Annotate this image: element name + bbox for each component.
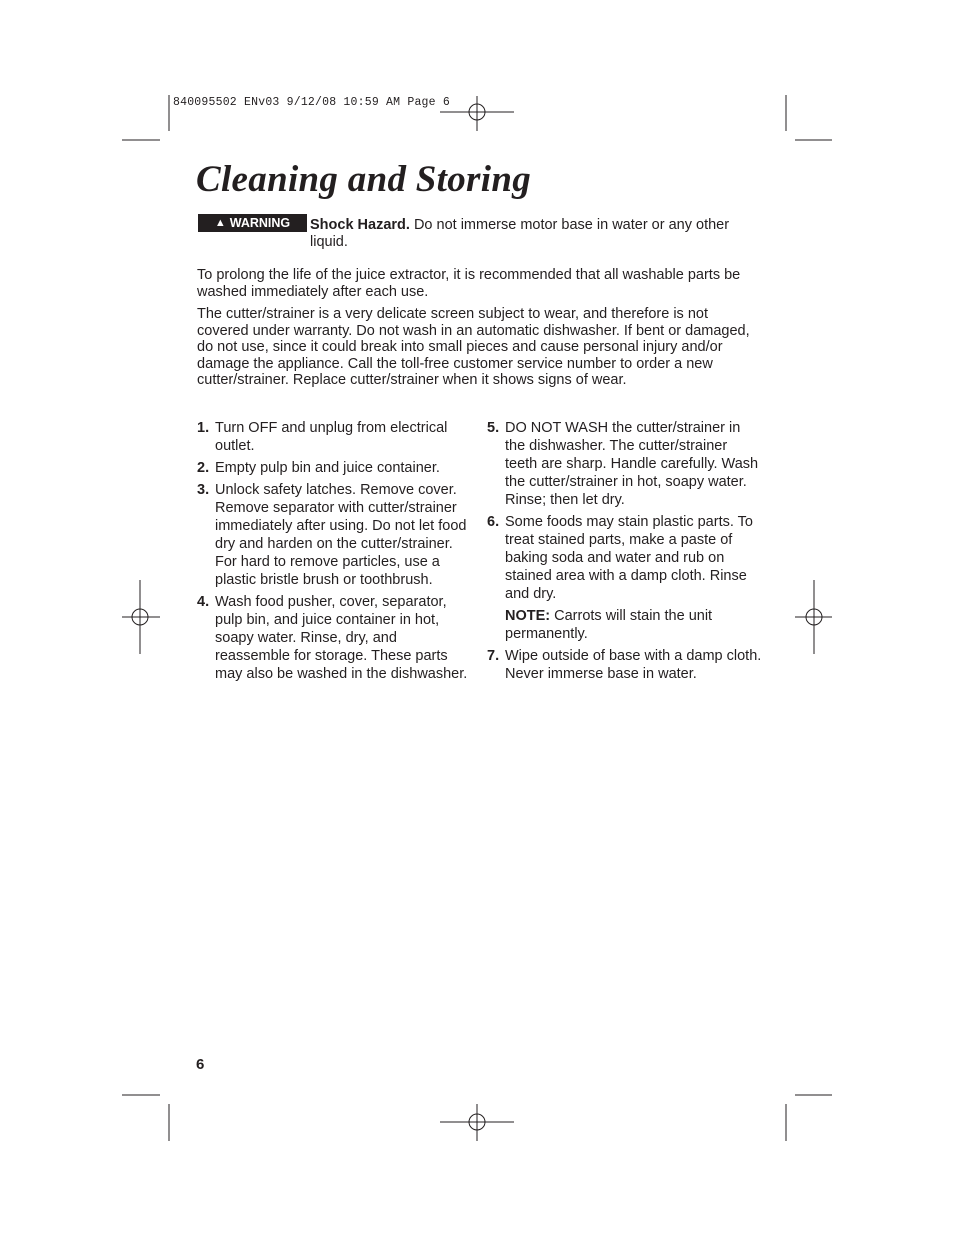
step-text: DO NOT WASH the cutter/strainer in the dishwasher. The cutter/strainer teeth are sharp. Handle carefully. Wash the cutter/strainer in hot, soapy water. Rinse; then let dry.	[505, 420, 759, 508]
list-item	[197, 419, 472, 455]
print-slug: 840095502 ENv03 9/12/08 10:59 AM Page 6	[173, 96, 450, 109]
step-number: 1.	[197, 420, 210, 436]
step-text: Turn OFF and unplug from electrical outlet.	[215, 420, 448, 454]
list-item	[197, 593, 472, 683]
page-title: Cleaning and Storing	[196, 159, 532, 200]
step-text: Empty pulp bin and juice container.	[215, 460, 440, 476]
note	[505, 607, 762, 643]
step-text: Some foods may stain plastic parts. To treat stained parts, make a paste of baking soda and water and rub on stained area with a damp cloth. Rinse and dry.	[505, 514, 753, 602]
warning-badge	[198, 214, 307, 232]
list-item	[487, 647, 762, 683]
step-number: 4.	[197, 594, 210, 610]
list-item	[197, 459, 472, 477]
warning-text	[310, 217, 750, 251]
step-number: 3.	[197, 482, 210, 498]
step-number: 6.	[487, 514, 500, 530]
steps-column-left	[197, 419, 472, 687]
list-item	[487, 513, 762, 603]
intro-paragraph-2: The cutter/strainer is a very delicate screen subject to wear, and therefore is not covered under warranty. Do not wash in an automatic dishwasher. If bent or damaged, do not use, since it could break into small pieces and cause personal injury and/or damage the appliance. Call the toll-free customer service number to order a new cutter/strainer. Replace cutter/strainer when it shows signs of wear.	[197, 306, 750, 389]
warning-hazard: Shock Hazard.	[310, 217, 410, 233]
page-number: 6	[196, 1056, 205, 1073]
intro-paragraph-1: To prolong the life of the juice extractor, it is recommended that all washable parts be washed immediately after each use.	[197, 267, 741, 300]
step-number: 2.	[197, 460, 210, 476]
list-item	[487, 419, 762, 509]
warning-body: Do not immerse motor base in water or any other liquid.	[310, 217, 730, 250]
warning-badge-label: WARNING	[229, 216, 291, 230]
step-text: Wipe outside of base with a damp cloth. Never immerse base in water.	[505, 648, 762, 682]
list-item	[197, 481, 472, 589]
steps-column-right	[487, 419, 762, 687]
step-number: 7.	[487, 648, 500, 664]
note-label: NOTE:	[505, 608, 551, 624]
step-text: Wash food pusher, cover, separator, pulp bin, and juice container in hot, soapy water. Rinse, dry, and reassemble for storage. These parts may also be washed in the dishwasher.	[215, 594, 468, 682]
warning-triangle-icon: ▲	[214, 217, 226, 229]
step-text: Unlock safety latches. Remove cover. Remove separator with cutter/strainer immediately after using. Do not let food dry and harden on the cutter/strainer. For hard to remove particles, use a plastic bristle brush or toothbrush.	[215, 482, 467, 588]
step-number: 5.	[487, 420, 500, 436]
note-text: Carrots will stain the unit permanently.	[505, 608, 713, 642]
